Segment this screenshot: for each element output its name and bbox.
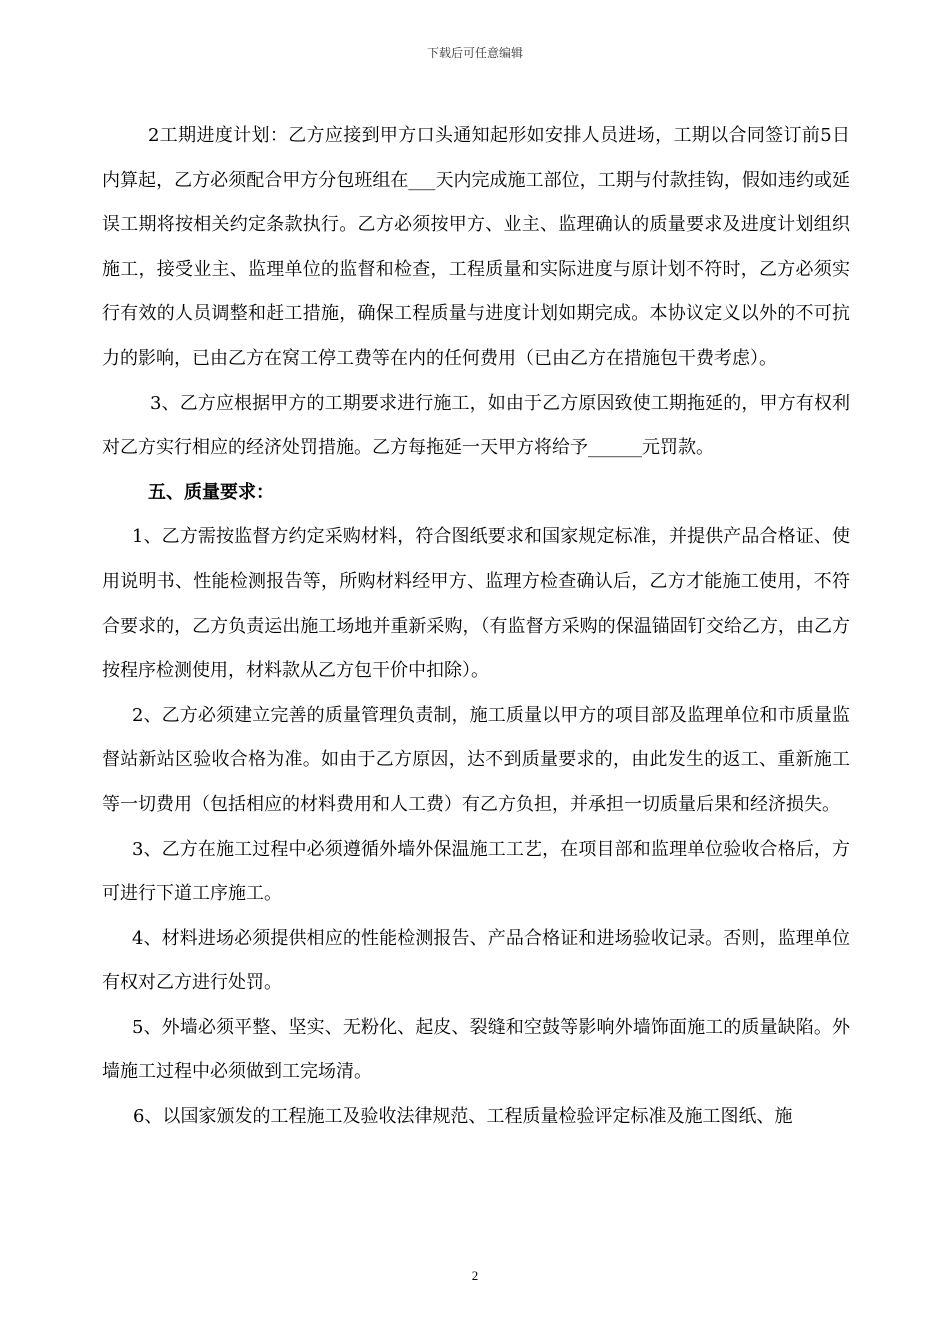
page-number: 2 <box>471 1268 479 1283</box>
paragraph-quality-5: 5、外墙必须平整、坚实、无粉化、起皮、裂缝和空鼓等影响外墙饰面施工的质量缺陷。外墙施工过程中必须做到工完场清。 <box>102 1016 850 1083</box>
paragraph-quality-3: 3、乙方在施工过程中必须遵循外墙外保温施工工艺，在项目部和监理单位验收合格后，方可进行下道工序施工。 <box>102 838 850 905</box>
section-heading-quality: 五、质量要求： <box>148 481 274 503</box>
document-body <box>102 114 850 1140</box>
paragraph-quality-4: 4、材料进场必须提供相应的性能检测报告、产品合格证和进场验收记录。否则，监理单位有权对乙方进行处罚。 <box>102 927 850 994</box>
paragraph-quality-6: 6、以国家颁发的工程施工及验收法律规范、工程质量检验评定标准及施工图纸、施 <box>133 1106 793 1128</box>
paragraph-quality-1: 1、乙方需按监督方约定采购材料，符合图纸要求和国家规定标准，并提供产品合格证、使用说明书、性能检测报告等，所购材料经甲方、监理方检查确认后，乙方才能施工使用，不符合要求的，乙方负责运出施工场地并重新采购，（有监督方采购的保温锚固钉交给乙方，由乙方按程序检测使用，材料款从乙方包干价中扣除）。 <box>102 526 850 682</box>
paragraph-quality-2: 2、乙方必须建立完善的质量管理负责制，施工质量以甲方的项目部及监理单位和市质量监督站新站区验收合格为准。如由于乙方原因，达不到质量要求的，由此发生的返工、重新施工等一切费用（包括相应的材料费用和人工费）有乙方负担，并承担一切质量后果和经济损失。 <box>102 704 850 815</box>
paragraph-schedule-plan: 2工期进度计划：乙方应接到甲方口头通知起形如安排人员进场，工期以合同签订前5日内算起，乙方必须配合甲方分包班组在___天内完成施工部位，工期与付款挂钩，假如违约或延误工期将按相关约定条款执行。乙方必须按甲方、业主、监理确认的质量要求及进度计划组织施工，接受业主、监理单位的监督和检查，工程质量和实际进度与原计划不符时，乙方必须实行有效的人员调整和赶工措施，确保工程质量与进度计划如期完成。本协议定义以外的不可抗力的影响，已由乙方在窝工停工费等在内的任何费用（已由乙方在措施包干费考虑）。 <box>102 125 850 369</box>
page-header: 下载后可任意编辑 <box>426 46 523 60</box>
paragraph-delay-penalty: 3、乙方应根据甲方的工期要求进行施工，如由于乙方原因致使工期拖延的，甲方有权利对乙方实行相应的经济处罚措施。乙方每拖延一天甲方将给予______元罚款。 <box>102 392 850 459</box>
